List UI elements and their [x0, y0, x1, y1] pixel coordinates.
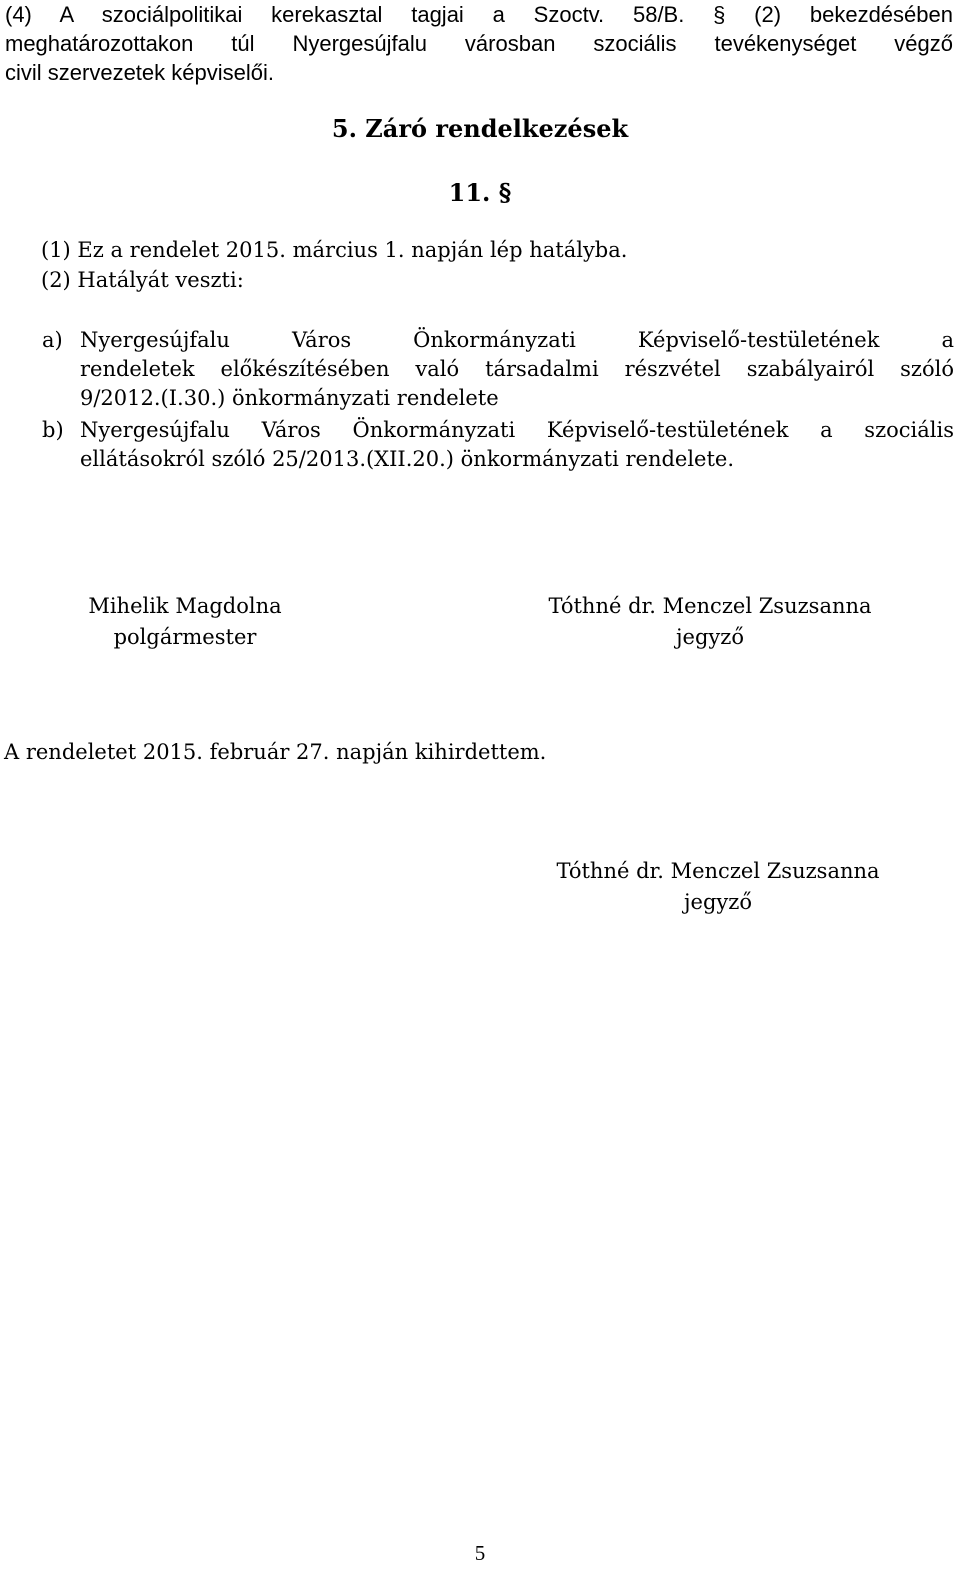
intro-paragraph [5, 0, 953, 87]
item-a-line-3: 9/2012.(I.30.) önkormányzati rendelete [80, 386, 499, 410]
repealed-item-a [6, 326, 954, 413]
intro-line-2: meghatározottakon túl Nyergesújfalu városban szociális tevékenységet végző [5, 31, 953, 56]
list-item-text [80, 416, 954, 474]
section-heading: 5. Záró rendelkezések [331, 114, 629, 143]
clause-1: (1) Ez a rendelet 2015. március 1. napján lép hatályba. [41, 238, 628, 262]
signature-title: jegyző [684, 890, 752, 914]
signature-title: jegyző [676, 625, 744, 649]
repealed-item-b [6, 416, 954, 474]
list-marker: a) [42, 328, 63, 352]
clause-2: (2) Hatályát veszti: [41, 268, 244, 292]
page-number: 5 [474, 1541, 486, 1565]
list-item-text [80, 326, 954, 413]
paragraph-number: 11. § [448, 178, 512, 207]
item-a-line-2: rendeletek előkészítésében való társadalmi részvétel szabályairól szóló [80, 357, 954, 381]
signature-title: polgármester [113, 625, 257, 649]
item-a-line-1: Nyergesújfalu Város Önkormányzati Képviselő-testületének a [80, 328, 954, 352]
signature-name: Tóthné dr. Menczel Zsuzsanna [548, 594, 872, 618]
signature-name: Mihelik Magdolna [88, 594, 282, 618]
list-marker: b) [42, 418, 64, 442]
intro-line-1: (4) A szociálpolitikai kerekasztal tagjai a Szoctv. 58/B. § (2) bekezdésében [5, 2, 953, 27]
item-b-line-2: ellátásokról szóló 25/2013.(XII.20.) önkormányzati rendelete. [80, 447, 735, 471]
intro-line-3: civil szervezetek képviselői. [5, 60, 274, 85]
item-b-line-1: Nyergesújfalu Város Önkormányzati Képviselő-testületének a szociális [80, 418, 954, 442]
signature-mayor [30, 591, 340, 653]
promulgation-signature [513, 856, 923, 918]
signature-name: Tóthné dr. Menczel Zsuzsanna [556, 859, 880, 883]
promulgation-note: A rendeletet 2015. február 27. napján kihirdettem. [4, 740, 547, 764]
signature-notary [505, 591, 915, 653]
